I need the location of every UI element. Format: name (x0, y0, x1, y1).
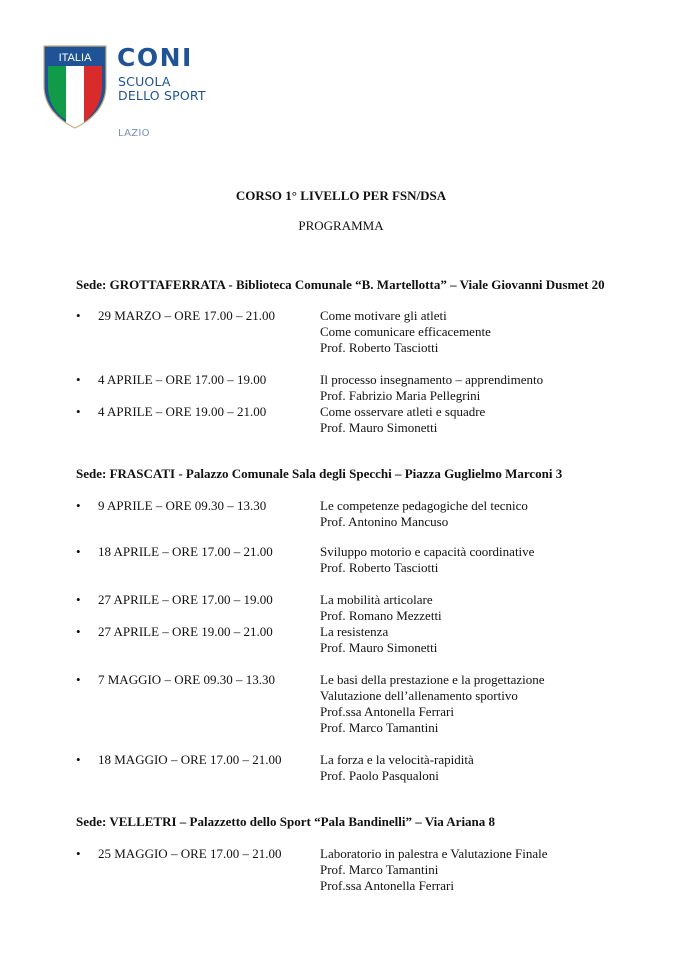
brand-line-2: DELLO SPORT (118, 88, 206, 103)
item-line: Prof. Roberto Tasciotti (320, 340, 439, 355)
item-details (320, 846, 548, 894)
item-line: Valutazione dell’allenamento sportivo (320, 688, 518, 703)
item-date-time: 18 APRILE – ORE 17.00 – 21.00 (98, 544, 273, 559)
item-line: Prof. Mauro Simonetti (320, 420, 438, 435)
bullet: • (76, 372, 81, 387)
item-line: Laboratorio in palestra e Valutazione Finale (320, 846, 548, 861)
italia-shield-icon (42, 44, 108, 130)
item-details (320, 752, 474, 784)
bullet: • (76, 846, 81, 861)
item-line: Come motivare gli atleti (320, 308, 447, 323)
item-date-time: 25 MAGGIO – ORE 17.00 – 21.00 (98, 846, 282, 861)
item-details (320, 592, 442, 624)
item-details (320, 498, 528, 530)
sede-heading-velletri: Sede: VELLETRI – Palazzetto dello Sport “Pala Bandinelli” – Via Ariana 8 (76, 814, 496, 829)
bullet: • (76, 544, 81, 559)
brand-name: CONI (117, 43, 193, 72)
item-line: Le competenze pedagogiche del tecnico (320, 498, 528, 513)
item-date-time: 9 APRILE – ORE 09.30 – 13.30 (98, 498, 267, 513)
item-date-time: 27 APRILE – ORE 17.00 – 19.00 (98, 592, 273, 607)
item-line: Prof. Antonino Mancuso (320, 514, 449, 529)
sede-heading-frascati: Sede: FRASCATI - Palazzo Comunale Sala degli Specchi – Piazza Guglielmo Marconi 3 (76, 466, 563, 481)
bullet: • (76, 308, 81, 323)
bullet: • (76, 624, 81, 639)
item-details (320, 308, 491, 356)
item-date-time: 4 APRILE – ORE 17.00 – 19.00 (98, 372, 267, 387)
item-date-time: 27 APRILE – ORE 19.00 – 21.00 (98, 624, 273, 639)
item-line: Le basi della prestazione e la progettazione (320, 672, 545, 687)
item-details (320, 404, 485, 436)
item-line: Prof. Roberto Tasciotti (320, 560, 439, 575)
item-date-time: 4 APRILE – ORE 19.00 – 21.00 (98, 404, 267, 419)
item-line: Prof.ssa Antonella Ferrari (320, 704, 454, 719)
shield-label: ITALIA (58, 52, 92, 64)
item-line: La forza e la velocità-rapidità (320, 752, 474, 767)
item-line: Prof. Romano Mezzetti (320, 608, 442, 623)
item-details (320, 672, 545, 736)
bullet: • (76, 672, 81, 687)
item-line: Il processo insegnamento – apprendimento (320, 372, 544, 387)
item-date-time: 29 MARZO – ORE 17.00 – 21.00 (98, 308, 275, 323)
bullet: • (76, 592, 81, 607)
item-line: Prof. Marco Tamantini (320, 720, 439, 735)
item-line: La resistenza (320, 624, 389, 639)
item-details (320, 372, 543, 404)
bullet: • (76, 498, 81, 513)
item-line: Come comunicare efficacemente (320, 324, 491, 339)
sede-heading-grottaferrata: Sede: GROTTAFERRATA - Biblioteca Comunale “B. Martellotta” – Viale Giovanni Dusmet 20 (76, 277, 605, 292)
item-line: Prof.ssa Antonella Ferrari (320, 878, 454, 893)
course-title: CORSO 1° LIVELLO PER FSN/DSA (235, 188, 447, 203)
item-line: Prof. Paolo Pasqualoni (320, 768, 439, 783)
item-details (320, 544, 534, 576)
item-date-time: 7 MAGGIO – ORE 09.30 – 13.30 (98, 672, 275, 687)
item-line: La mobilità articolare (320, 592, 433, 607)
brand-line-1: SCUOLA (118, 74, 171, 89)
coni-logo (42, 44, 242, 144)
item-line: Prof. Marco Tamantini (320, 862, 439, 877)
bullet: • (76, 752, 81, 767)
bullet: • (76, 404, 81, 419)
item-line: Prof. Mauro Simonetti (320, 640, 438, 655)
item-line: Come osservare atleti e squadre (320, 404, 486, 419)
item-line: Prof. Fabrizio Maria Pellegrini (320, 388, 481, 403)
item-details (320, 624, 437, 656)
brand-region: LAZIO (118, 128, 150, 139)
item-line: Sviluppo motorio e capacità coordinative (320, 544, 535, 559)
program-subtitle: PROGRAMMA (298, 218, 384, 233)
item-date-time: 18 MAGGIO – ORE 17.00 – 21.00 (98, 752, 282, 767)
